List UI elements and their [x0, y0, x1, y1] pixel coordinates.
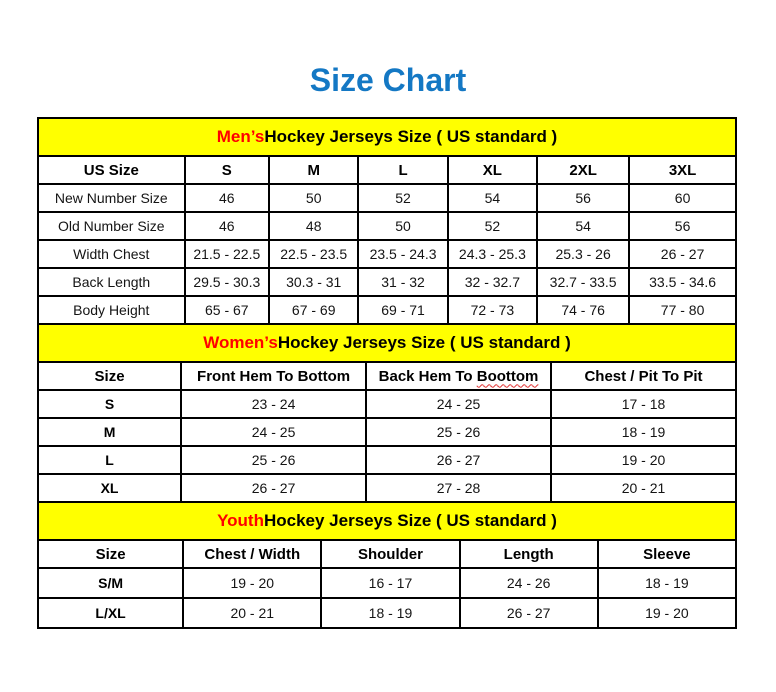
- column-header: Chest / Width: [183, 540, 321, 568]
- section-youth: [37, 501, 737, 629]
- column-header-text: Back Hem To: [378, 367, 477, 385]
- section-title-text: Hockey Jerseys Size ( US standard ): [277, 333, 571, 352]
- size-cell: 25 - 26: [181, 446, 366, 474]
- section-title-highlight: Men’s: [216, 127, 265, 146]
- table-row: [38, 184, 736, 212]
- row-label: S/M: [38, 568, 183, 598]
- size-cell: 50: [269, 184, 358, 212]
- size-cell: 54: [448, 184, 537, 212]
- youth-size-table: [37, 539, 737, 629]
- table-row: [38, 390, 736, 418]
- size-cell: 46: [185, 212, 269, 240]
- size-cell: 56: [537, 184, 629, 212]
- size-cell: 23 - 24: [181, 390, 366, 418]
- size-cell: 18 - 19: [551, 418, 736, 446]
- column-header: L: [358, 156, 447, 184]
- size-cell: 26 - 27: [629, 240, 736, 268]
- size-cell: 54: [537, 212, 629, 240]
- row-label: Back Length: [38, 268, 185, 296]
- size-cell: 18 - 19: [321, 598, 459, 628]
- size-cell: 74 - 76: [537, 296, 629, 324]
- section-womens: [37, 323, 737, 503]
- size-cell: 48: [269, 212, 358, 240]
- misspelled-word: Boottom: [476, 367, 539, 385]
- mens-section-banner: [37, 117, 737, 155]
- size-cell: 23.5 - 24.3: [358, 240, 447, 268]
- column-header: M: [269, 156, 358, 184]
- table-row: [38, 268, 736, 296]
- size-cell: 77 - 80: [629, 296, 736, 324]
- size-cell: 27 - 28: [366, 474, 551, 502]
- column-header: Front Hem To Bottom: [181, 362, 366, 390]
- column-header: Shoulder: [321, 540, 459, 568]
- size-chart: [37, 117, 737, 629]
- section-title-highlight: Women’s: [203, 333, 278, 352]
- row-label: S: [38, 390, 181, 418]
- column-header: [366, 362, 551, 390]
- womens-section-banner: [37, 323, 737, 361]
- table-row: [38, 568, 736, 598]
- size-cell: 20 - 21: [183, 598, 321, 628]
- row-label: L/XL: [38, 598, 183, 628]
- size-cell: 19 - 20: [183, 568, 321, 598]
- size-cell: 16 - 17: [321, 568, 459, 598]
- size-cell: 21.5 - 22.5: [185, 240, 269, 268]
- size-cell: 60: [629, 184, 736, 212]
- column-header: Size: [38, 540, 183, 568]
- size-cell: 25.3 - 26: [537, 240, 629, 268]
- size-cell: 32.7 - 33.5: [537, 268, 629, 296]
- size-cell: 17 - 18: [551, 390, 736, 418]
- section-title-text: Hockey Jerseys Size ( US standard ): [263, 511, 557, 530]
- size-cell: 24 - 25: [181, 418, 366, 446]
- size-cell: 69 - 71: [358, 296, 447, 324]
- page-title: Size Chart: [309, 62, 467, 98]
- header-row: [38, 362, 736, 390]
- section-mens: [37, 117, 737, 325]
- column-header: 2XL: [537, 156, 629, 184]
- size-cell: 31 - 32: [358, 268, 447, 296]
- table-row: [38, 598, 736, 628]
- size-cell: 29.5 - 30.3: [185, 268, 269, 296]
- size-cell: 52: [358, 184, 447, 212]
- size-cell: 65 - 67: [185, 296, 269, 324]
- table-row: [38, 446, 736, 474]
- size-cell: 18 - 19: [598, 568, 736, 598]
- size-cell: 72 - 73: [448, 296, 537, 324]
- column-header: S: [185, 156, 269, 184]
- size-cell: 26 - 27: [181, 474, 366, 502]
- table-row: [38, 212, 736, 240]
- size-cell: 24 - 26: [460, 568, 598, 598]
- column-header: XL: [448, 156, 537, 184]
- row-label: Width Chest: [38, 240, 185, 268]
- size-cell: 46: [185, 184, 269, 212]
- table-row: [38, 296, 736, 324]
- row-label: New Number Size: [38, 184, 185, 212]
- womens-size-table: [37, 361, 737, 503]
- column-header: 3XL: [629, 156, 736, 184]
- size-cell: 20 - 21: [551, 474, 736, 502]
- size-cell: 26 - 27: [366, 446, 551, 474]
- size-cell: 52: [448, 212, 537, 240]
- size-cell: 56: [629, 212, 736, 240]
- table-row: [38, 240, 736, 268]
- mens-size-table: [37, 155, 737, 325]
- row-label: XL: [38, 474, 181, 502]
- size-cell: 33.5 - 34.6: [629, 268, 736, 296]
- column-header: Length: [460, 540, 598, 568]
- size-cell: 24 - 25: [366, 390, 551, 418]
- section-title-text: Hockey Jerseys Size ( US standard ): [264, 127, 558, 146]
- table-row: [38, 418, 736, 446]
- column-header: Sleeve: [598, 540, 736, 568]
- size-cell: 19 - 20: [598, 598, 736, 628]
- size-cell: 67 - 69: [269, 296, 358, 324]
- table-row: [38, 474, 736, 502]
- size-cell: 30.3 - 31: [269, 268, 358, 296]
- size-cell: 50: [358, 212, 447, 240]
- size-cell: 22.5 - 23.5: [269, 240, 358, 268]
- column-header: Chest / Pit To Pit: [551, 362, 736, 390]
- section-title-highlight: Youth: [217, 511, 264, 530]
- column-header: Size: [38, 362, 181, 390]
- header-row: [38, 540, 736, 568]
- size-cell: 32 - 32.7: [448, 268, 537, 296]
- row-label: Old Number Size: [38, 212, 185, 240]
- column-header: US Size: [38, 156, 185, 184]
- size-cell: 19 - 20: [551, 446, 736, 474]
- youth-section-banner: [37, 501, 737, 539]
- row-label: Body Height: [38, 296, 185, 324]
- header-row: [38, 156, 736, 184]
- size-cell: 26 - 27: [460, 598, 598, 628]
- size-cell: 25 - 26: [366, 418, 551, 446]
- size-cell: 24.3 - 25.3: [448, 240, 537, 268]
- row-label: M: [38, 418, 181, 446]
- row-label: L: [38, 446, 181, 474]
